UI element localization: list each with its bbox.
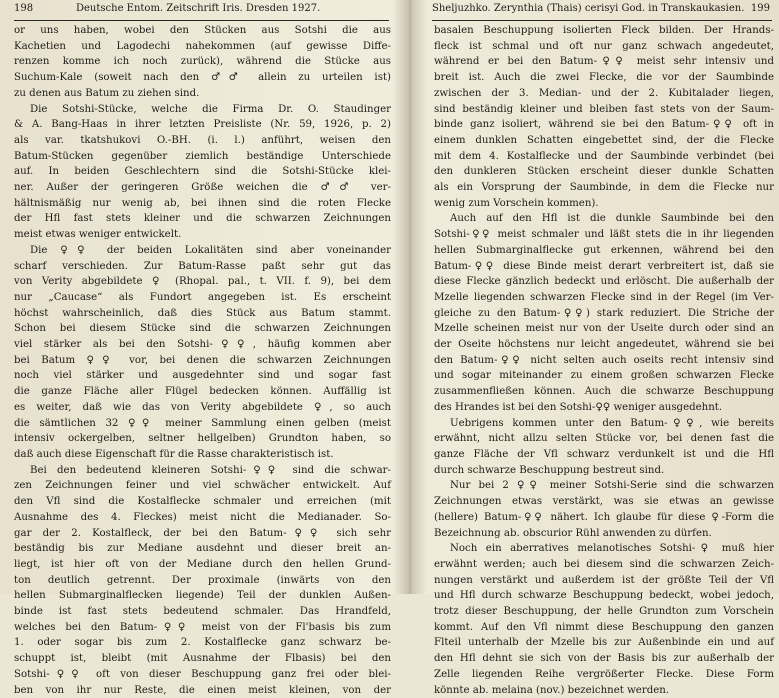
text-line: daß auch diese Eigenschaft für die Rasse charakteristisch ist. — [14, 448, 334, 460]
right-running-head: Sheljuzhko. Zerynthia (Thais) cerisyi God. in Transkaukasien. — [432, 3, 745, 14]
left-header-rule — [14, 20, 389, 21]
text-line: den Vfl sind die Kostalflecke schmaler und erreichen (mit — [14, 496, 391, 508]
text-line: welches bei den Batum-♀♀ meist von der Fl'basis bis zum — [14, 621, 391, 633]
text-line: und Hfl durch schwarze Beschuppung bedeckt, wobei jedoch, — [434, 590, 774, 602]
right-header-rule — [432, 20, 772, 21]
text-line: hältnismäßig nur wenig ab, bei ihnen sind die roten Flecke — [14, 197, 391, 209]
text-line: die ganze Fläche aller Flügel bedecken können. Auffällig ist — [14, 386, 391, 398]
text-line: gleiche zu den Batum-♀♀) stark reduziert. Die Striche der — [434, 307, 774, 319]
book-gutter-shadow — [393, 0, 427, 594]
text-line: durch schwarze Beschuppung bestreut sind. — [434, 464, 665, 476]
text-line: renzen komme ich noch zurück), während die Stücke aus — [14, 56, 391, 68]
text-line: viel stärker als bei den Sotshi-♀♀, häufig kommen aber — [14, 339, 391, 351]
left-page-header — [14, 0, 388, 20]
text-line: diese Flecke gänzlich bedeckt und erlöscht. Die außerhalb der — [434, 276, 774, 288]
left-text-column — [14, 23, 391, 698]
text-line: als var. tkatshukovi O.-BH. (i. l.) anführt, weisen den — [14, 134, 391, 146]
text-line: den dunkleren Stücken erscheint dieser dunkle Schatten — [434, 166, 774, 178]
text-line: während er bei den Batum-♀♀ meist sehr intensiv und — [434, 56, 774, 68]
text-line: hellen Submarginalflecken liegende) Teil der dunklen Außen- — [14, 590, 391, 602]
text-line: schuppt ist, bleibt (mit Ausnahme der Flbasis) bei den — [14, 653, 391, 665]
text-line: 1. oder sogar bis zum 2. Kostalflecke ganz schwarz be- — [14, 637, 391, 649]
text-line: zen Zeichnungen feiner und viel schwächer entwickelt. Auf — [14, 480, 391, 492]
text-line: trotz dieser Beschuppung, der helle Grundton zum Vorschein — [434, 606, 774, 618]
text-line: Mzelle liegenden schwarzen Flecke sind in der Regel (im Ver- — [434, 291, 774, 303]
left-page-number: 198 — [14, 3, 34, 14]
text-line: die sämtlichen 32 ♀♀ meiner Sammlung einen gelben (meist — [14, 417, 391, 429]
text-line: als ein Vorsprung der Saumbinde, in dem die Flecke nur — [434, 182, 774, 194]
right-text-column — [434, 23, 774, 698]
text-line: nungen verstärkt und außerdem ist der größte Teil der Vfl — [434, 574, 774, 586]
text-line: der Hfl fast stets kleiner und die schwarzen Zeichnungen — [14, 213, 391, 225]
text-line: intensiv ockergelben, seltner hellgelben) Grundton haben, so — [14, 433, 391, 445]
text-line: ganze Fläche der Vfl schwarz verdunkelt ist und die Hfl — [434, 448, 774, 460]
text-line: or uns haben, wobei den Stücken aus Sotshi die aus — [14, 25, 391, 36]
text-line: höchst wahrscheinlich, daß dies Stück aus Batum stammt. — [14, 307, 391, 319]
text-line: einem dunklen Schatten eingebettet sind, der die Flecke — [434, 134, 774, 146]
text-line: meist etwas weniger entwickelt. — [14, 229, 182, 241]
text-line: könnte ab. melaina (nov.) bezeichnet werden. — [434, 684, 670, 696]
text-line: beständig bis zur Mediane ausdehnt und dieser breit an- — [14, 543, 391, 555]
text-line: breit ist. Auch die zwei Flecke, die vor der Saumbinde — [434, 72, 774, 84]
text-line: der Oseite höchstens nur leicht angedeutet, während sie bei — [434, 339, 774, 351]
text-line: Die ♀♀ der beiden Lokalitäten sind aber voneinander — [30, 244, 391, 256]
text-line: binde ist fast stets bedeutend schmaler. Das Hrandfeld, — [14, 606, 391, 618]
text-line: scharf verschieden. Zur Batum-Rasse paßt sehr gut das — [14, 260, 391, 272]
text-line: erwähnt werden; auch bei diesem sind die schwarzen Zeich- — [434, 558, 774, 570]
text-line: fleck ist schmal und oft nur ganz schwach angedeutet, — [434, 40, 774, 52]
text-line: Noch ein aberratives melanotisches Sotshi-♀ muß hier — [450, 543, 774, 555]
text-line: basalen Beschuppung isolierten Fleck bilden. Der Hrands- — [434, 25, 774, 36]
text-line: Sotshi-♀♀ oft von dieser Beschuppung ganz frei oder blei- — [14, 668, 391, 680]
text-line: zwischen der 3. Median- und der 2. Kubitalader liegen, — [434, 87, 774, 99]
text-line: den Hfl dehnt sie sich von der Basis bis zur außerhalb der — [434, 653, 774, 665]
text-line: sind beständig kleiner und bleiben fast stets von der Saum- — [434, 103, 774, 115]
text-line: hellen Submarginalflecke gut erkennen, während bei den — [434, 244, 774, 256]
text-line: und sogar miteinander zu einem großen schwarzen Flecke — [434, 370, 774, 382]
text-line: nur „Caucase“ als Fundort angegeben ist. Es erscheint — [14, 291, 391, 303]
text-line: zu denen aus Batum zu ziehen sind. — [14, 87, 200, 99]
text-line: Bezeichnung ab. obscurior Rühl anwenden zu dürfen. — [434, 527, 712, 539]
text-line: wenig zum Vorschein kommen). — [434, 197, 599, 209]
text-line: zusammenfließen können. Auch die schwarze Beschuppung — [434, 386, 774, 398]
text-line: es weiter, daß wie das von Verity abgebildete ♀, so auch — [14, 401, 391, 413]
text-line: (hellere) Batum-♀♀ nähert. Ich glaube für diese ♀-Form die — [434, 511, 774, 523]
text-line: ton deutlich getrennt. Der proximale (inwärts von den — [14, 574, 391, 586]
text-line: ben von ihr nur Reste, die einen meist kleinen, von der — [14, 684, 391, 696]
text-line: Auch auf den Hfl ist die dunkle Saumbinde bei den — [450, 213, 774, 225]
text-line: Die Sotshi-Stücke, welche die Firma Dr. O. Staudinger — [30, 103, 391, 115]
text-line: Batum-♀♀ diese Binde meist derart verbreitert ist, daß sie — [434, 260, 774, 272]
text-line: Kachetien und Lagodechi nahekommen (auf gewisse Diffe- — [14, 40, 391, 52]
text-line: Suchum-Kale (soweit nach den ♂♂ allein zu urteilen ist) — [14, 72, 391, 84]
text-line: erwähnt, nicht allzu selten Stücke vor, bei denen fast die — [434, 433, 774, 445]
text-line: Batum-Stücken gegenüber ziemlich beständige Unterschiede — [14, 150, 391, 162]
text-line: kommt. Auf den Vfl nimmt diese Beschuppung den ganzen — [434, 621, 774, 633]
text-line: liegt, ist hier oft von der Mediane durch den hellen Grund- — [14, 558, 391, 570]
text-line: Flteil unterhalb der Mzelle bis zur Außenbinde ein und auf — [434, 637, 774, 649]
text-line: des Hrandes ist bei den Sotshi-♀♀ weniger ausgedehnt. — [434, 401, 723, 413]
text-line: gar der 2. Kostalfleck, der bei den Batum-♀♀ sich sehr — [14, 527, 391, 539]
text-line: Zeichnungen etwas verstärkt, was sie etwas an gewisse — [434, 496, 774, 508]
text-line: von Verity abgebildete ♀ (Rhopal. pal., t. VII. f. 9), bei dem — [14, 276, 391, 288]
text-line: Schon bei diesem Stücke sind die schwarzen Zeichnungen — [14, 323, 391, 335]
text-line: bei Batum ♀♀ vor, bei denen die schwarzen Zeichnungen — [14, 354, 391, 366]
text-line: Uebrigens kommen unter den Batum-♀♀, wie bereits — [450, 417, 774, 429]
text-line: mit dem 4. Kostalflecke und der Saumbinde verbindet (bei — [434, 150, 774, 162]
text-line: Nur bei 2 ♀♀ meiner Sotshi-Serie sind die schwarzen — [450, 480, 774, 492]
text-line: auf. In beiden Geschlechtern sind die Sotshi-Stücke klei- — [14, 166, 391, 178]
text-line: Zelle liegenden Reihe vergrößerter Flecke. Diese Form — [434, 668, 774, 680]
right-page-header — [432, 0, 770, 20]
text-line: binde ganz isoliert, während sie bei den Batum-♀♀ oft in — [434, 119, 774, 131]
left-running-head: Deutsche Entom. Zeitschrift Iris. Dresden 1927. — [76, 3, 321, 14]
text-line: ner. Außer der geringeren Größe weichen die ♂♂ ver- — [14, 182, 391, 194]
right-page-number: 199 — [750, 3, 770, 14]
text-line: Sotshi-♀♀ meist schmaler und läßt stets die in ihr liegenden — [434, 229, 774, 241]
text-line: & A. Bang-Haas in ihrer letzten Preisliste (Nr. 59, 1926, p. 2) — [14, 119, 391, 131]
text-line: Ausnahme des 4. Fleckes) meist nicht die Medianader. So- — [14, 511, 391, 523]
text-line: Bei den bedeutend kleineren Sotshi-♀♀ sind die schwar- — [30, 464, 391, 476]
text-line: Mzelle scheinen meist nur von der Useite durch oder sind an — [434, 323, 774, 335]
text-line: noch viel stärker und ausgedehnter sind und sogar fast — [14, 370, 391, 382]
text-line: den Batum-♀♀ nicht selten auch oseits recht intensiv sind — [434, 354, 774, 366]
